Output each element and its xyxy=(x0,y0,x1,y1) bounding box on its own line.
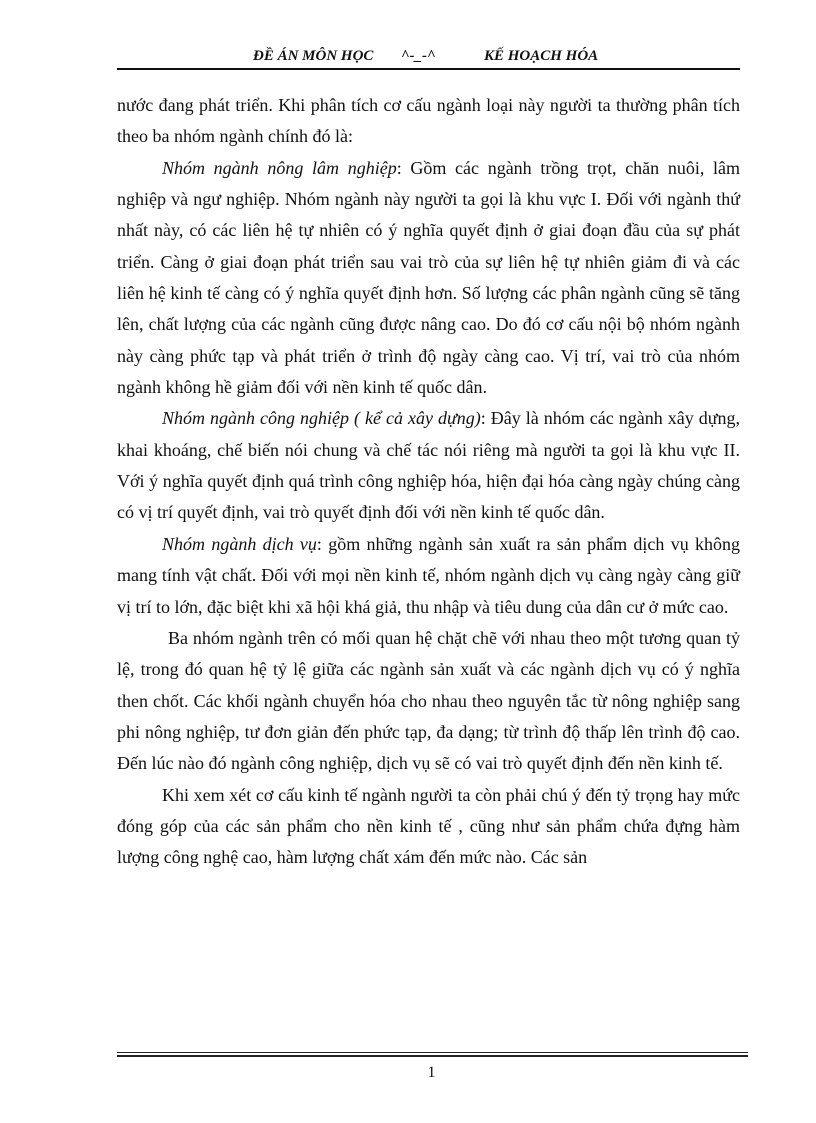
paragraph-services-group xyxy=(117,529,740,623)
header-emoticon: ^-_-^ xyxy=(401,48,436,64)
term-industry-group: Nhóm ngành công nghiệp ( kể cả xây dựng) xyxy=(162,408,481,429)
header-course-title: ĐỀ ÁN MÔN HỌC xyxy=(253,48,374,64)
page-number: 1 xyxy=(427,1064,436,1081)
term-services-group: Nhóm ngành dịch vụ xyxy=(162,533,317,554)
paragraph-agriculture-group xyxy=(117,153,740,404)
industry-description: : Đây là nhóm các ngành xây dựng, khai khoáng, chế biến nói chung và chế tác nói riêng mà người ta gọi là khu vực II. Với ý nghĩa quyết định quá trình công nghiệp hóa, hiện đại hóa càng ngày chúng càng có vị trí quyết định, vai trò quyết định đối với nền kinh tế quốc dân. xyxy=(117,408,740,523)
footer-rule-thick xyxy=(117,1055,748,1057)
footer-rule-thin xyxy=(117,1052,748,1053)
term-agriculture-group: Nhóm ngành nông lâm nghiệp xyxy=(162,157,397,178)
paragraph-sector-relations: Ba nhóm ngành trên có mối quan hệ chặt chẽ với nhau theo một tương quan tỷ lệ, trong đó quan hệ tỷ lệ giữa các ngành sản xuất và các ngành dịch vụ có ý nghĩa then chốt. Các khối ngành chuyển hóa cho nhau theo nguyên tắc từ nông nghiệp sang phi nông nghiệp, tư đơn giản đến phức tạp, đa dạng; từ trình độ thấp lên trình độ cao. Đến lúc nào đó ngành công nghiệp, dịch vụ sẽ có vai trò quyết định đến nền kinh tế. xyxy=(117,627,740,774)
paragraph-industry-group xyxy=(117,403,740,528)
services-description: : gồm những ngành sản xuất ra sản phẩm dịch vụ không mang tính vật chất. Đối với mọi nền kinh tế, nhóm ngành dịch vụ càng ngày càng giữ vị trí to lớn, đặc biệt khi xã hội khá giả, thu nhập và tiêu dung của dân cư ở mức cao. xyxy=(117,533,740,617)
paragraph-product-contribution: Khi xem xét cơ cấu kinh tế ngành người ta còn phải chú ý đến tỷ trọng hay mức đóng góp của các sản phẩm cho nền kinh tế , cũng như sản phẩm chứa đựng hàm lượng công nghệ cao, hàm lượng chất xám đến mức nào. Các sản xyxy=(117,784,740,868)
paragraph-continuation: nước đang phát triển. Khi phân tích cơ cấu ngành loại này người ta thường phân tích theo ba nhóm ngành chính đó là: xyxy=(117,95,740,147)
header-topic-title: KẾ HOẠCH HÓA xyxy=(484,48,599,64)
header-rule xyxy=(117,68,740,70)
agriculture-description: : Gồm các ngành trồng trọt, chăn nuôi, lâm nghiệp và ngư nghiệp. Nhóm ngành này người ta gọi là khu vực I. Đối với ngành thứ nhất này, có các liên hệ tự nhiên có ý nghĩa quyết định ở giai đoạn đầu của sự phát triển. Càng ở giai đoạn phát triển sau vai trò của sự liên hệ tự nhiên giảm đi và các liên hệ kinh tế càng có ý nghĩa quyết định hơn. Số lượng các phân ngành cũng sẽ tăng lên, chất lượng của các ngành cũng được nâng cao. Do đó cơ cấu nội bộ nhóm ngành này càng phức tạp và phát triển ở trình độ ngày càng cao. Vị trí, vai trò của nhóm ngành không hề giảm đối với nền kinh tế quốc dân. xyxy=(117,157,741,398)
page-header xyxy=(117,48,740,68)
document-body xyxy=(117,90,740,874)
